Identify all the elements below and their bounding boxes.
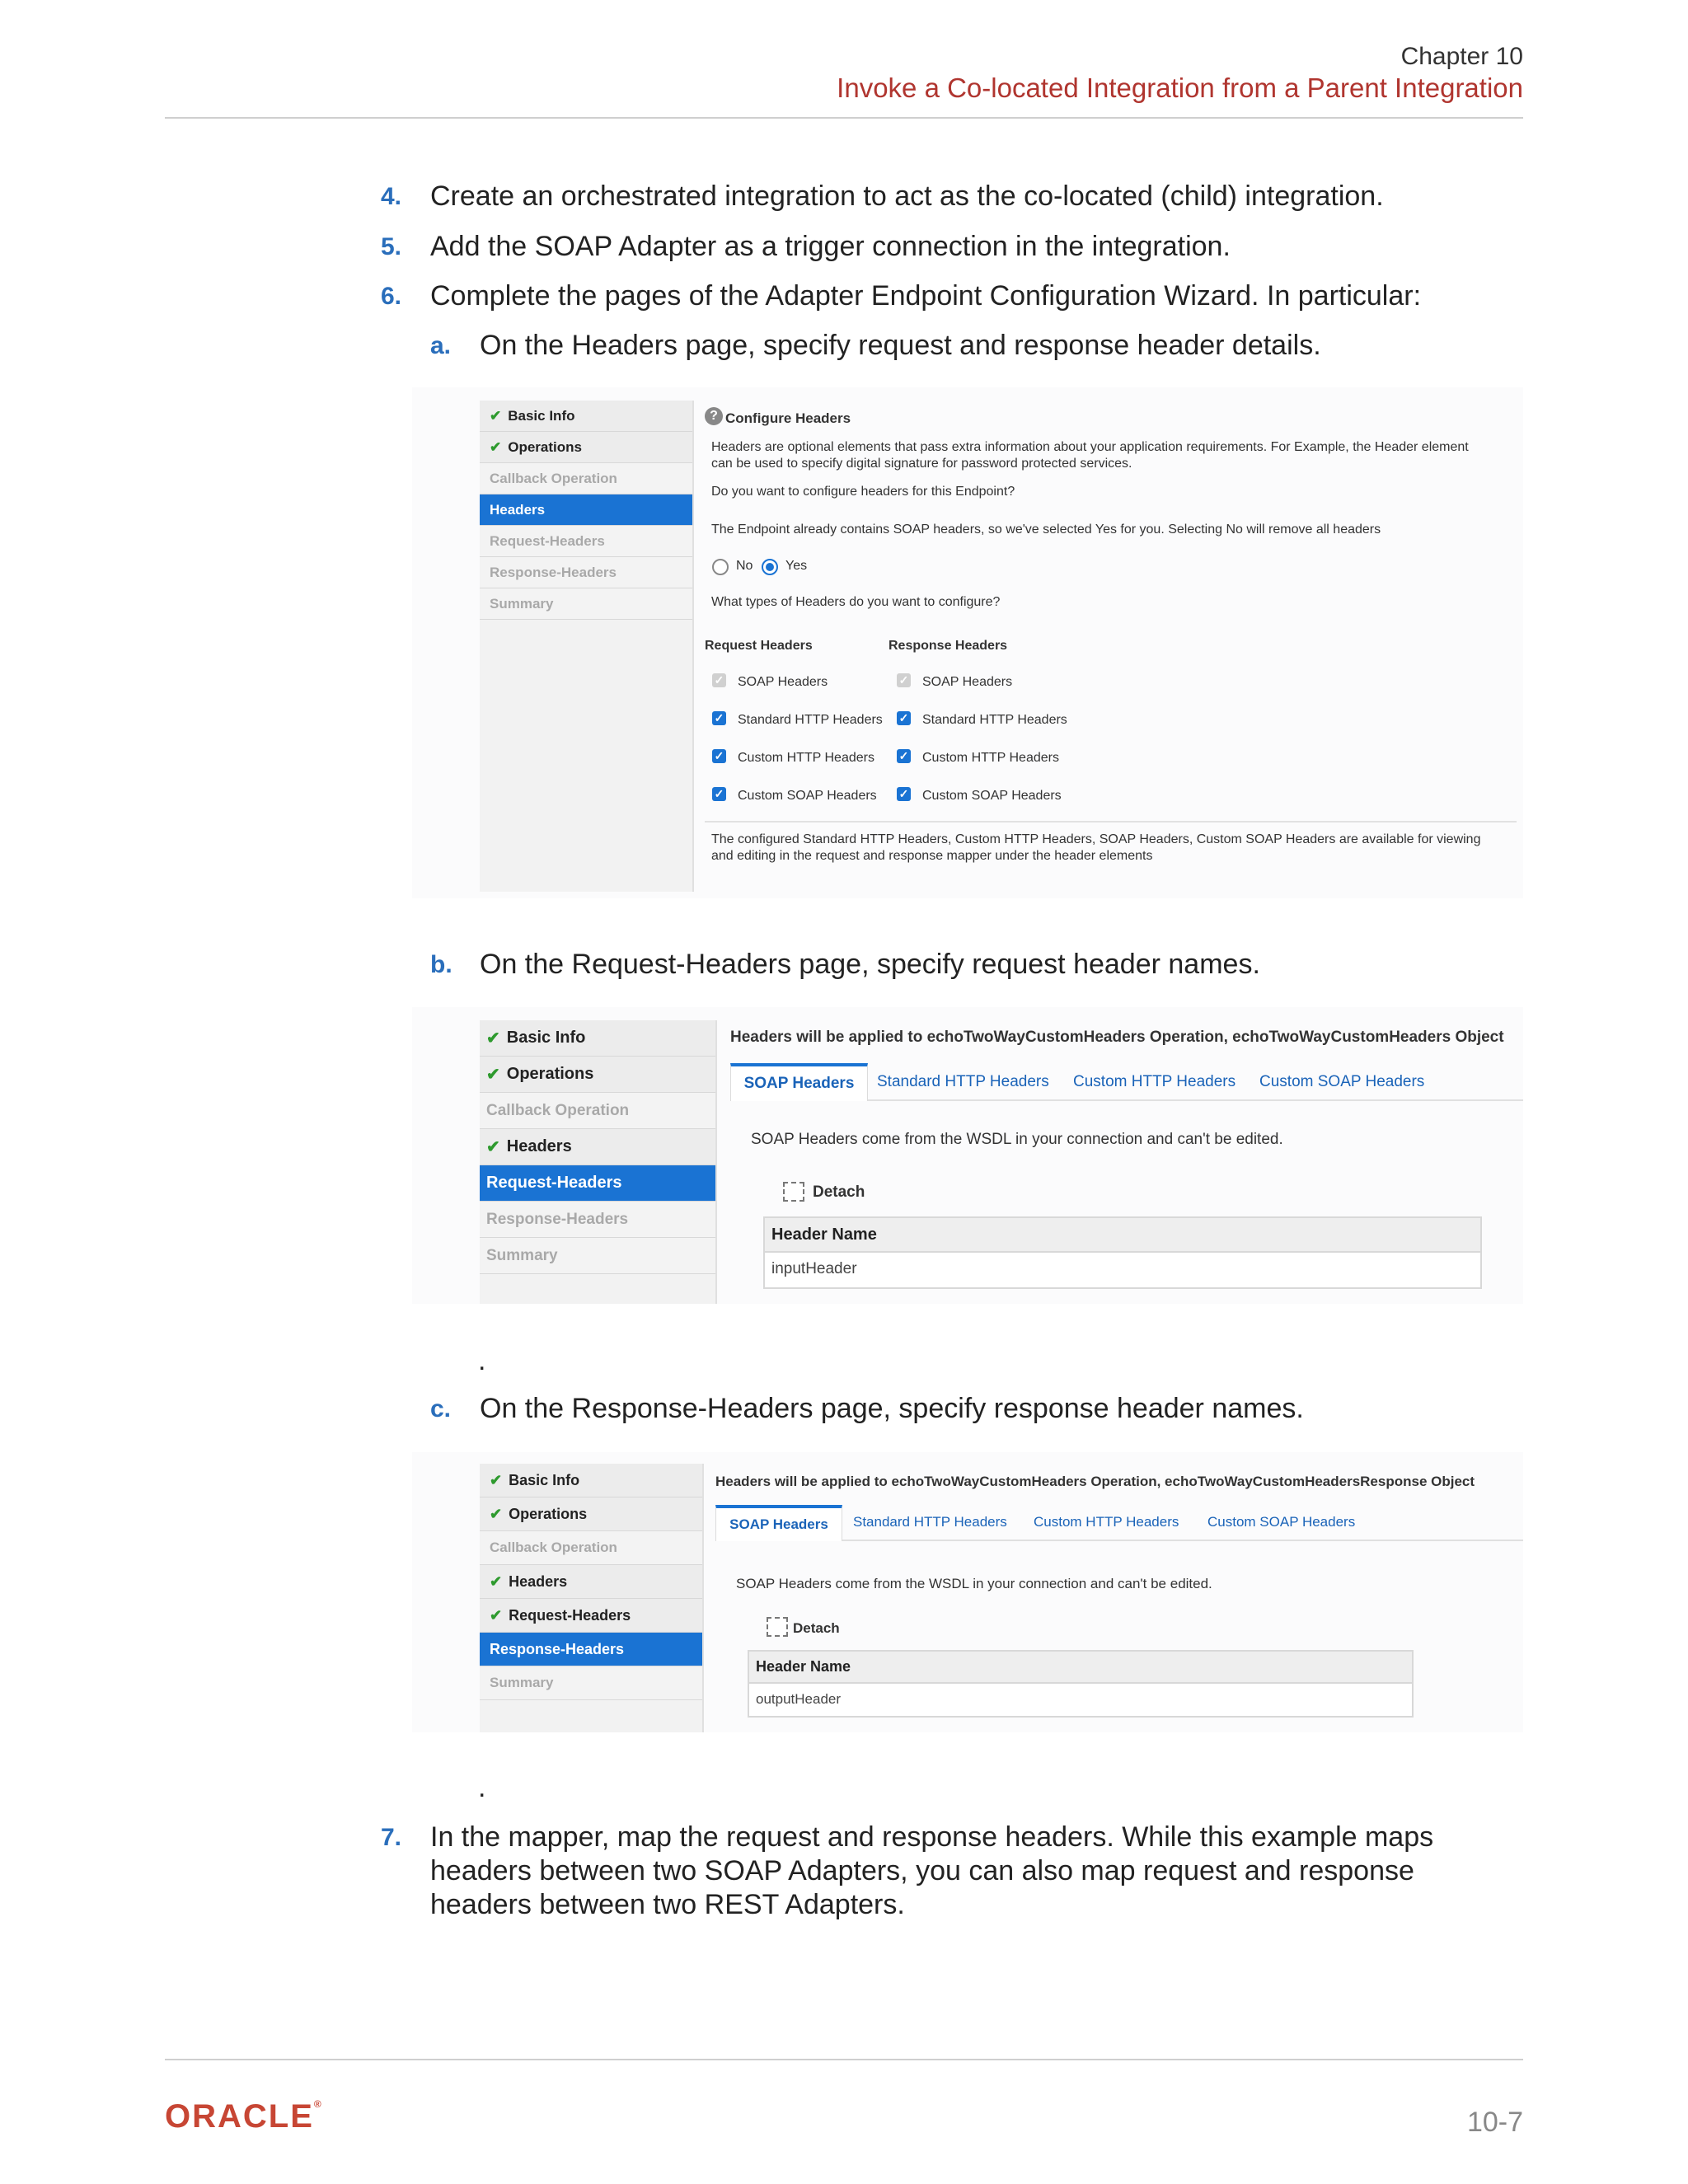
soap-headers-notice: The Endpoint already contains SOAP headers, so we've selected Yes for you. Selecting No will remove all headers: [711, 523, 1381, 537]
configure-headers-title: Configure Headers: [725, 410, 851, 426]
substep-text: On the Request-Headers page, specify request header names.: [480, 949, 1260, 980]
nav-item-operations[interactable]: ✔ Operations: [480, 1497, 702, 1531]
check-icon: ✔: [486, 1138, 500, 1156]
nav-item-summary: Summary: [480, 1666, 702, 1700]
radio-no-label: No: [736, 559, 753, 573]
nav-item-response-headers[interactable]: Response-Headers: [480, 1633, 702, 1666]
substep-letter: a.: [430, 332, 452, 359]
req-standard-http-label: Standard HTTP Headers: [738, 713, 883, 727]
check-icon: ✔: [490, 1505, 503, 1522]
nav-item-response-headers: Response-Headers: [480, 557, 692, 588]
resp-standard-http-checkbox[interactable]: ✓: [897, 711, 911, 725]
nav-item-summary: Summary: [480, 588, 692, 620]
check-icon: ✔: [490, 1606, 503, 1624]
check-icon: ✔: [486, 1029, 500, 1047]
resp-custom-soap-label: Custom SOAP Headers: [922, 789, 1062, 803]
wizard-nav: [480, 1464, 704, 1732]
header-name-table: [763, 1216, 1482, 1289]
req-custom-soap-checkbox[interactable]: ✓: [712, 787, 726, 801]
step-text: Complete the pages of the Adapter Endpoint Configuration Wizard. In particular:: [430, 280, 1422, 312]
nav-item-response-headers: Response-Headers: [480, 1202, 715, 1238]
step-number: 6.: [381, 283, 402, 310]
configure-question: Do you want to configure headers for this Endpoint?: [711, 485, 1015, 499]
step-text: Add the SOAP Adapter as a trigger connection in the integration.: [430, 231, 1231, 262]
nav-item-callback-operation: Callback Operation: [480, 1531, 702, 1565]
step-number: 4.: [381, 183, 402, 210]
req-custom-http-checkbox[interactable]: ✓: [712, 749, 726, 763]
footer-note-line-2: and editing in the request and response mapper under the header elements: [711, 849, 1153, 863]
table-row[interactable]: outputHeader: [756, 1690, 842, 1707]
header-name-table: [748, 1650, 1414, 1718]
description-line-1: Headers are optional elements that pass extra information about your application requirements. For Example, the Header element: [711, 440, 1469, 454]
nav-item-callback-operation: Callback Operation: [480, 463, 692, 494]
req-custom-soap-label: Custom SOAP Headers: [738, 789, 877, 803]
tab-custom-soap-headers[interactable]: Custom SOAP Headers: [1207, 1514, 1356, 1530]
table-header-header-name: Header Name: [749, 1652, 1412, 1684]
nav-item-operations[interactable]: ✔ Operations: [480, 1057, 715, 1093]
substep-letter: c.: [430, 1395, 452, 1422]
nav-item-headers[interactable]: Headers: [480, 494, 692, 526]
tab-soap-headers[interactable]: SOAP Headers: [715, 1505, 842, 1541]
resp-standard-http-label: Standard HTTP Headers: [922, 713, 1067, 727]
substep-text: On the Response-Headers page, specify response header names.: [480, 1393, 1304, 1424]
response-headers-title: Response Headers: [889, 639, 1008, 653]
section-divider: [705, 821, 1517, 823]
req-standard-http-checkbox[interactable]: ✓: [712, 711, 726, 725]
nav-item-summary: Summary: [480, 1238, 715, 1274]
step-text: In the mapper, map the request and response headers. While this example maps headers between two SOAP Adapters, you can also map request and response headers between two REST Adapters.: [430, 1821, 1434, 1920]
nav-item-headers[interactable]: ✔ Headers: [480, 1565, 702, 1599]
radio-no[interactable]: [712, 559, 729, 575]
soap-headers-note: SOAP Headers come from the WSDL in your connection and can't be edited.: [751, 1131, 1283, 1148]
footer-note-line-1: The configured Standard HTTP Headers, Custom HTTP Headers, SOAP Headers, Custom SOAP Headers are available for viewing: [711, 832, 1481, 846]
footer-divider: [165, 2059, 1523, 2060]
chapter-label: Chapter 10: [1400, 43, 1523, 70]
screenshot-response-headers: [412, 1452, 1523, 1732]
nav-item-headers[interactable]: ✔ Headers: [480, 1129, 715, 1165]
radio-yes-label: Yes: [785, 559, 808, 573]
substep-text: On the Headers page, specify request and response header details.: [480, 330, 1321, 361]
radio-yes[interactable]: [762, 559, 778, 575]
nav-item-request-headers[interactable]: ✔ Request-Headers: [480, 1599, 702, 1633]
tab-standard-http-headers[interactable]: Standard HTTP Headers: [853, 1514, 1007, 1530]
oracle-logo: ORACLE®: [165, 2098, 321, 2135]
resp-custom-soap-checkbox[interactable]: ✓: [897, 787, 911, 801]
check-icon: ✔: [490, 438, 502, 455]
detach-button[interactable]: Detach: [813, 1183, 865, 1201]
check-icon: ✔: [490, 1471, 503, 1488]
nav-item-request-headers[interactable]: Request-Headers: [480, 1165, 715, 1202]
nav-item-basic-info[interactable]: ✔ Basic Info: [480, 1020, 715, 1057]
resp-soap-headers-checkbox: ✓: [897, 673, 911, 687]
nav-item-basic-info[interactable]: ✔ Basic Info: [480, 401, 692, 432]
substep-letter: b.: [430, 951, 452, 978]
detach-icon[interactable]: [767, 1617, 788, 1637]
check-icon: ✔: [486, 1066, 500, 1084]
tab-soap-headers[interactable]: SOAP Headers: [730, 1063, 868, 1101]
step-number: 7.: [381, 1824, 402, 1851]
step-number: 5.: [381, 233, 402, 260]
nav-item-request-headers: Request-Headers: [480, 526, 692, 557]
step-text: Create an orchestrated integration to act as the co-located (child) integration.: [430, 180, 1384, 212]
req-soap-headers-checkbox: ✓: [712, 673, 726, 687]
separator-dot: .: [478, 1345, 486, 1376]
header-types-question: What types of Headers do you want to configure?: [711, 595, 1001, 609]
resp-soap-headers-label: SOAP Headers: [922, 675, 1013, 689]
nav-item-callback-operation: Callback Operation: [480, 1093, 715, 1129]
detach-icon[interactable]: [783, 1182, 804, 1202]
tab-custom-http-headers[interactable]: Custom HTTP Headers: [1073, 1073, 1236, 1090]
check-icon: ✔: [490, 407, 502, 424]
wizard-nav: [480, 401, 694, 892]
wizard-nav: [480, 1020, 717, 1304]
request-headers-title: Request Headers: [705, 639, 813, 653]
detach-button[interactable]: Detach: [793, 1620, 840, 1636]
resp-custom-http-checkbox[interactable]: ✓: [897, 749, 911, 763]
headers-applied-title: Headers will be applied to echoTwoWayCustomHeaders Operation, echoTwoWayCustomHeadersResponse Object: [715, 1474, 1475, 1489]
tab-custom-http-headers[interactable]: Custom HTTP Headers: [1034, 1514, 1179, 1530]
req-soap-headers-label: SOAP Headers: [738, 675, 828, 689]
tab-custom-soap-headers[interactable]: Custom SOAP Headers: [1259, 1073, 1425, 1090]
header-divider: [165, 117, 1523, 119]
screenshot-configure-headers: [412, 387, 1523, 898]
tab-standard-http-headers[interactable]: Standard HTTP Headers: [877, 1073, 1049, 1090]
nav-item-operations[interactable]: ✔ Operations: [480, 432, 692, 463]
page-number: 10-7: [1466, 2107, 1523, 2138]
separator-dot: .: [478, 1772, 486, 1803]
headers-applied-title: Headers will be applied to echoTwoWayCustomHeaders Operation, echoTwoWayCustomHeaders Object: [730, 1029, 1504, 1046]
table-header-header-name: Header Name: [765, 1218, 1480, 1253]
screenshot-request-headers: [412, 1007, 1523, 1304]
check-icon: ✔: [490, 1572, 503, 1590]
resp-custom-http-label: Custom HTTP Headers: [922, 751, 1059, 765]
description-line-2: can be used to specify digital signature for password protected services.: [711, 457, 1132, 471]
nav-item-basic-info[interactable]: ✔ Basic Info: [480, 1464, 702, 1497]
table-row[interactable]: inputHeader: [771, 1260, 857, 1277]
chapter-title: Invoke a Co-located Integration from a Parent Integration: [837, 73, 1523, 103]
req-custom-http-label: Custom HTTP Headers: [738, 751, 874, 765]
soap-headers-note: SOAP Headers come from the WSDL in your connection and can't be edited.: [736, 1576, 1212, 1591]
help-icon[interactable]: ?: [705, 407, 723, 425]
